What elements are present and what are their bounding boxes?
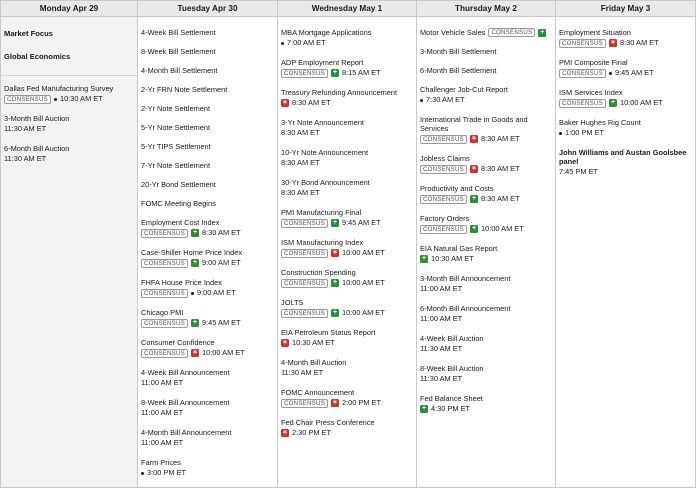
event-time: 11:30 AM ET (420, 374, 463, 383)
calendar-event (420, 304, 552, 324)
event-title[interactable]: 3-Month Bill Announcement (420, 274, 511, 283)
calendar-event (141, 142, 274, 151)
event-title[interactable]: Challenger Job-Cut Report (420, 85, 508, 94)
consensus-badge[interactable]: CONSENSUS (281, 309, 328, 318)
event-time: 8:15 AM ET (342, 68, 381, 77)
event-meta (141, 318, 274, 328)
event-title[interactable]: 8-Week Bill Announcement (141, 398, 230, 407)
calendar-event (141, 180, 274, 189)
calendar-event (141, 47, 274, 56)
event-title[interactable]: ISM Manufacturing Index (281, 238, 364, 247)
calendar-event (420, 154, 552, 174)
event-time: 9:45 AM ET (615, 68, 654, 77)
bullet-dot-icon (420, 99, 423, 102)
day-header: Wednesday May 1 (278, 1, 416, 17)
consensus-badge[interactable]: CONSENSUS (559, 69, 606, 78)
calendar-event (281, 208, 413, 228)
event-title[interactable]: EIA Petroleum Status Report (281, 328, 376, 337)
consensus-badge[interactable]: CONSENSUS (420, 165, 467, 174)
calendar-event (141, 428, 274, 448)
consensus-badge[interactable]: CONSENSUS (141, 229, 188, 238)
event-meta (141, 228, 274, 238)
event-title[interactable]: 2-Yr Note Settlement (141, 104, 211, 113)
calendar-event (281, 358, 413, 378)
calendar-event (281, 178, 413, 198)
consensus-badge[interactable]: CONSENSUS (559, 99, 606, 108)
calendar-event (141, 66, 274, 75)
event-title[interactable]: FOMC Announcement (281, 388, 355, 397)
calendar-event (141, 161, 274, 170)
event-title[interactable]: 6-Month Bill Announcement (420, 304, 511, 313)
plus-icon: + (471, 225, 477, 232)
event-meta (141, 468, 274, 478)
event-meta (420, 284, 552, 294)
calendar-event (141, 368, 274, 388)
event-meta (281, 278, 413, 288)
plus-icon: + (192, 229, 198, 236)
consensus-badge[interactable]: CONSENSUS (281, 279, 328, 288)
calendar-event (281, 328, 413, 348)
calendar-event (420, 66, 552, 75)
calendar-event (281, 58, 413, 78)
event-title[interactable]: PMI Composite Final (559, 58, 628, 67)
consensus-badge[interactable]: CONSENSUS (281, 69, 328, 78)
event-time: 11:00 AM ET (141, 408, 184, 417)
divider (1, 75, 137, 76)
calendar-event (281, 418, 413, 438)
event-title[interactable]: 2-Yr FRN Note Settlement (141, 85, 228, 94)
event-time: 8:30 AM ET (202, 228, 241, 237)
calendar-event (420, 334, 552, 354)
consensus-badge[interactable]: CONSENSUS (141, 319, 188, 328)
event-meta (141, 288, 274, 298)
calendar-event (559, 88, 692, 108)
event-time: 2:00 PM ET (342, 398, 382, 407)
event-meta (281, 188, 413, 198)
event-time: 9:00 AM ET (202, 258, 241, 267)
event-meta (281, 98, 413, 108)
event-meta (420, 344, 552, 354)
calendar-event (420, 184, 552, 204)
calendar-event (141, 28, 274, 37)
event-title[interactable]: EIA Natural Gas Report (420, 244, 498, 253)
day-column (278, 1, 417, 487)
event-meta (420, 95, 552, 105)
calendar-event (141, 104, 274, 113)
event-title[interactable]: 5-Yr Note Settlement (141, 123, 211, 132)
sidebar-link-label: Market Focus (4, 29, 53, 38)
calendar-event (4, 84, 134, 104)
plus-icon: + (540, 28, 545, 36)
calendar-event (559, 148, 692, 177)
event-meta (281, 218, 413, 228)
calendar-event (141, 85, 274, 94)
event-title[interactable]: Dallas Fed Manufacturing Survey (4, 84, 114, 93)
event-time: 10:00 AM ET (481, 224, 524, 233)
event-title[interactable]: 4-Month Bill Announcement (141, 428, 232, 437)
event-meta (559, 98, 692, 108)
event-meta (4, 154, 134, 164)
event-title[interactable]: ADP Employment Report (281, 58, 364, 67)
event-meta (141, 438, 274, 448)
consensus-badge[interactable]: CONSENSUS (141, 259, 188, 268)
star-icon: ✶ (471, 166, 477, 172)
event-time: 8:30 AM ET (281, 158, 320, 167)
event-title[interactable]: 3-Month Bill Auction (4, 114, 70, 123)
event-meta (281, 338, 413, 348)
event-meta (281, 158, 413, 168)
calendar-event (4, 144, 134, 164)
consensus-badge[interactable]: CONSENSUS (141, 289, 188, 298)
event-title[interactable]: Employment Situation (559, 28, 631, 37)
event-time: 3:00 PM ET (147, 468, 187, 477)
event-meta (281, 248, 413, 258)
calendar-event (141, 248, 274, 268)
plus-icon: + (610, 99, 616, 106)
plus-icon: + (471, 195, 477, 202)
event-meta (420, 374, 552, 384)
event-time: 7:00 AM ET (287, 38, 326, 47)
calendar-event (420, 214, 552, 234)
event-time: 10:00 AM ET (342, 248, 385, 257)
consensus-badge[interactable]: CONSENSUS (141, 349, 188, 358)
event-title[interactable]: JOLTS (281, 298, 304, 307)
event-meta (281, 428, 413, 438)
event-meta (559, 38, 692, 48)
event-title[interactable]: Employment Cost Index (141, 218, 220, 227)
consensus-badge[interactable]: CONSENSUS (281, 249, 328, 258)
sidebar-link-label: Global Economics (4, 52, 71, 61)
event-title[interactable]: 10-Yr Note Announcement (281, 148, 369, 157)
event-meta (281, 128, 413, 138)
plus-icon: + (192, 319, 198, 326)
consensus-badge[interactable]: CONSENSUS (420, 195, 467, 204)
plus-icon: + (421, 405, 427, 412)
calendar-event (420, 394, 552, 414)
event-title[interactable]: FOMC Meeting Begins (141, 199, 216, 208)
calendar-event (281, 298, 413, 318)
event-title[interactable]: 8-Week Bill Settlement (141, 47, 216, 56)
event-time: 9:00 AM ET (197, 288, 236, 297)
event-time: 10:00 AM ET (342, 278, 385, 287)
event-time: 11:00 AM ET (420, 284, 463, 293)
bullet-dot-icon (609, 72, 612, 75)
day-events (278, 17, 416, 438)
sidebar-link[interactable] (4, 52, 134, 61)
event-title[interactable]: Case-Shiller Home Price Index (141, 248, 243, 257)
event-title[interactable]: Jobless Claims (420, 154, 470, 163)
calendar-event (141, 199, 274, 208)
event-title[interactable]: 3-Month Bill Settlement (420, 47, 497, 56)
calendar-event (420, 244, 552, 264)
event-time: 4:30 PM ET (431, 404, 471, 413)
event-title[interactable]: International Trade in Goods and Services (420, 115, 528, 133)
day-header: Tuesday Apr 30 (138, 1, 277, 17)
event-time: 9:45 AM ET (202, 318, 241, 327)
star-icon: ✶ (332, 250, 338, 256)
day-header: Friday May 3 (556, 1, 695, 17)
event-time: 8:30 AM ET (481, 134, 520, 143)
event-meta (141, 348, 274, 358)
star-icon: ✶ (332, 400, 338, 406)
calendar-event (4, 114, 134, 134)
event-meta (281, 398, 413, 408)
event-title[interactable]: 30-Yr Bond Announcement (281, 178, 370, 187)
star-icon: ✶ (282, 430, 288, 436)
star-icon: ✶ (282, 100, 288, 106)
calendar-event (141, 338, 274, 358)
calendar-event (420, 364, 552, 384)
event-meta (420, 404, 552, 414)
event-title[interactable]: Construction Spending (281, 268, 356, 277)
bullet-dot-icon (191, 292, 194, 295)
day-events (1, 17, 137, 164)
event-meta (281, 368, 413, 378)
calendar-event (281, 148, 413, 168)
consensus-badge[interactable]: CONSENSUS (420, 135, 467, 144)
event-title[interactable]: Baker Hughes Rig Count (559, 118, 641, 127)
event-title[interactable]: 7-Yr Note Settlement (141, 161, 211, 170)
calendar-event (420, 115, 552, 144)
calendar-event (281, 238, 413, 258)
event-time: 8:30 AM ET (481, 164, 520, 173)
event-title[interactable]: MBA Mortgage Applications (281, 28, 372, 37)
calendar-event (141, 308, 274, 328)
event-time: 10:00 AM ET (342, 308, 385, 317)
calendar-event (141, 123, 274, 132)
event-title[interactable]: 4-Week Bill Auction (420, 334, 484, 343)
event-meta (559, 128, 692, 138)
event-time: 8:30 AM ET (281, 188, 320, 197)
event-time: 10:30 AM ET (431, 254, 474, 263)
calendar-event (281, 268, 413, 288)
event-title[interactable]: Treasury Refunding Announcement (281, 88, 397, 97)
event-time: 10:30 AM ET (292, 338, 335, 347)
event-time: 11:00 AM ET (141, 438, 184, 447)
calendar-event (281, 28, 413, 48)
event-meta (420, 254, 552, 264)
event-meta (281, 68, 413, 78)
event-time: 2:30 PM ET (292, 428, 332, 437)
bullet-dot-icon (54, 98, 57, 101)
event-time: 1:00 PM ET (565, 128, 605, 137)
calendar-event (281, 88, 413, 108)
plus-icon: + (332, 219, 338, 226)
calendar-event (141, 398, 274, 418)
event-title[interactable]: John Williams and Austan Goolsbee panel (559, 148, 687, 166)
event-title[interactable] (420, 28, 552, 37)
day-column (1, 1, 138, 487)
day-events (417, 17, 555, 414)
calendar-event (141, 278, 274, 298)
day-header: Monday Apr 29 (1, 1, 137, 17)
event-meta (420, 224, 552, 234)
event-title[interactable]: Consumer Confidence (141, 338, 215, 347)
event-time: 10:00 AM ET (620, 98, 663, 107)
plus-icon: + (332, 279, 338, 286)
day-column (556, 1, 695, 487)
event-time: 7:45 PM ET (559, 167, 599, 176)
day-events (556, 17, 695, 177)
calendar-event (420, 28, 552, 37)
event-meta (420, 194, 552, 204)
event-title-text: Motor Vehicle Sales (420, 28, 486, 37)
bullet-dot-icon (281, 42, 284, 45)
consensus-badge[interactable]: CONSENSUS (420, 225, 467, 234)
calendar-event (559, 58, 692, 78)
calendar-event (420, 85, 552, 105)
event-title[interactable]: Fed Chair Press Conference (281, 418, 375, 427)
day-column (417, 1, 556, 487)
event-time: 7:30 AM ET (426, 95, 465, 104)
calendar-event (420, 47, 552, 56)
star-icon: ✶ (192, 350, 198, 356)
event-meta (141, 408, 274, 418)
plus-icon: + (332, 69, 338, 76)
calendar-event (420, 274, 552, 294)
event-title[interactable]: Fed Balance Sheet (420, 394, 483, 403)
event-title[interactable]: 4-Month Bill Auction (281, 358, 347, 367)
event-meta (4, 94, 134, 104)
bullet-dot-icon (559, 132, 562, 135)
event-time: 11:00 AM ET (420, 314, 463, 323)
event-title[interactable]: Chicago PMI (141, 308, 184, 317)
event-time: 8:30 AM ET (281, 128, 320, 137)
event-title[interactable]: ISM Services Index (559, 88, 623, 97)
event-title[interactable]: 6-Month Bill Settlement (420, 66, 497, 75)
event-title[interactable]: 6-Month Bill Auction (4, 144, 70, 153)
event-meta (420, 314, 552, 324)
event-title[interactable]: 5-Yr TIPS Settlement (141, 142, 211, 151)
event-title[interactable]: 20-Yr Bond Settlement (141, 180, 216, 189)
event-meta (141, 258, 274, 268)
event-meta (559, 68, 692, 78)
event-time: 10:00 AM ET (202, 348, 245, 357)
plus-icon: + (332, 309, 338, 316)
event-title[interactable]: 8-Week Bill Auction (420, 364, 484, 373)
event-time: 9:45 AM ET (342, 218, 381, 227)
event-time: 11:30 AM ET (4, 154, 47, 163)
event-time: 8:30 AM ET (620, 38, 659, 47)
event-time: 10:30 AM ET (60, 94, 103, 103)
event-time: 11:30 AM ET (281, 368, 324, 377)
event-title[interactable]: 3-Yr Note Announcement (281, 118, 364, 127)
consensus-badge[interactable]: CONSENSUS (4, 95, 51, 104)
bullet-dot-icon (141, 472, 144, 475)
calendar-event (559, 118, 692, 138)
calendar-event (281, 118, 413, 138)
event-title[interactable]: FHFA House Price Index (141, 278, 222, 287)
star-icon: ✶ (282, 340, 288, 346)
day-events (138, 17, 277, 478)
event-time: 8:30 AM ET (292, 98, 331, 107)
event-meta (141, 378, 274, 388)
event-meta (281, 38, 413, 48)
calendar-event (281, 388, 413, 408)
day-column (138, 1, 278, 487)
plus-icon: + (421, 255, 427, 262)
plus-icon: + (192, 259, 198, 266)
event-title[interactable]: 4-Month Bill Settlement (141, 66, 218, 75)
star-icon: ✶ (610, 40, 616, 46)
event-title[interactable]: 4-Week Bill Settlement (141, 28, 216, 37)
event-meta (559, 167, 692, 177)
consensus-badge[interactable]: CONSENSUS (488, 28, 535, 37)
event-meta (4, 124, 134, 134)
consensus-badge[interactable]: CONSENSUS (281, 219, 328, 228)
event-time: 8:30 AM ET (481, 194, 520, 203)
event-meta (420, 134, 552, 144)
event-title[interactable]: 4-Week Bill Announcement (141, 368, 230, 377)
event-meta (281, 308, 413, 318)
star-icon: ✶ (471, 136, 477, 142)
event-meta (420, 164, 552, 174)
event-title[interactable]: Farm Prices (141, 458, 181, 467)
day-header: Thursday May 2 (417, 1, 555, 17)
calendar-event (141, 218, 274, 238)
event-time: 11:30 AM ET (420, 344, 463, 353)
event-title[interactable]: Factory Orders (420, 214, 470, 223)
event-title[interactable]: Productivity and Costs (420, 184, 494, 193)
consensus-badge[interactable]: CONSENSUS (559, 39, 606, 48)
event-time: 11:30 AM ET (4, 124, 47, 133)
sidebar-link[interactable] (4, 29, 134, 38)
calendar-event (141, 458, 274, 478)
event-title[interactable]: PMI Manufacturing Final (281, 208, 362, 217)
event-time: 11:00 AM ET (141, 378, 184, 387)
consensus-badge[interactable]: CONSENSUS (281, 399, 328, 408)
calendar-event (559, 28, 692, 48)
